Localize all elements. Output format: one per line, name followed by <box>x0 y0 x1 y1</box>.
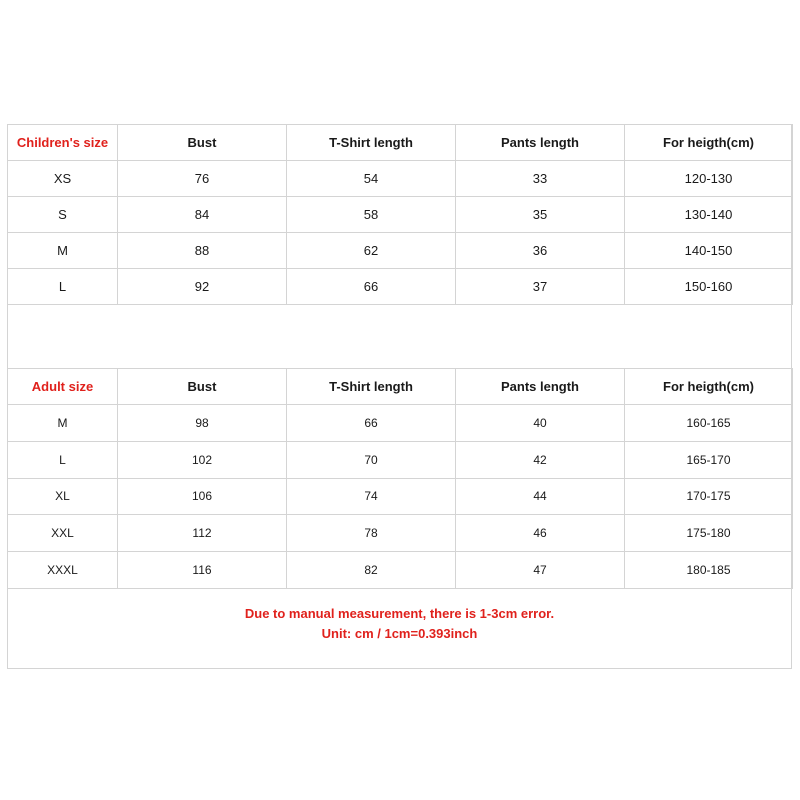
pants-length-cell: 42 <box>456 441 625 478</box>
size-cell: XXXL <box>8 552 118 589</box>
height-cell: 175-180 <box>625 515 793 552</box>
table-header-row <box>8 125 793 161</box>
bust-cell: 106 <box>118 478 287 515</box>
pants-length-cell: 35 <box>456 197 625 233</box>
size-cell: M <box>8 233 118 269</box>
table-row <box>8 441 793 478</box>
unit-conversion-note: Unit: cm / 1cm=0.393inch <box>321 626 478 641</box>
bust-header: Bust <box>118 125 287 161</box>
size-cell: XXL <box>8 515 118 552</box>
height-cell: 165-170 <box>625 441 793 478</box>
pants-length-cell: 46 <box>456 515 625 552</box>
tshirt-length-cell: 70 <box>287 441 456 478</box>
size-cell: XL <box>8 478 118 515</box>
height-header: For heigth(cm) <box>625 369 793 405</box>
height-cell: 160-165 <box>625 405 793 442</box>
table-row <box>8 552 793 589</box>
bust-cell: 116 <box>118 552 287 589</box>
height-cell: 120-130 <box>625 161 793 197</box>
bust-cell: 76 <box>118 161 287 197</box>
table-row <box>8 233 793 269</box>
tshirt-length-header: T-Shirt length <box>287 369 456 405</box>
table-row <box>8 515 793 552</box>
pants-length-header: Pants length <box>456 125 625 161</box>
table-row <box>8 197 793 233</box>
bust-cell: 92 <box>118 269 287 305</box>
tshirt-length-cell: 66 <box>287 269 456 305</box>
pants-length-cell: 37 <box>456 269 625 305</box>
tshirt-length-cell: 66 <box>287 405 456 442</box>
pants-length-cell: 33 <box>456 161 625 197</box>
measurement-note <box>7 604 792 644</box>
table-row <box>8 478 793 515</box>
size-cell: L <box>8 269 118 305</box>
size-cell: M <box>8 405 118 442</box>
tshirt-length-cell: 58 <box>287 197 456 233</box>
bust-cell: 98 <box>118 405 287 442</box>
children-size-table <box>7 124 793 305</box>
height-cell: 170-175 <box>625 478 793 515</box>
children-size-header: Children's size <box>8 125 118 161</box>
tshirt-length-cell: 82 <box>287 552 456 589</box>
height-cell: 140-150 <box>625 233 793 269</box>
height-cell: 130-140 <box>625 197 793 233</box>
height-cell: 150-160 <box>625 269 793 305</box>
bust-cell: 102 <box>118 441 287 478</box>
bust-cell: 88 <box>118 233 287 269</box>
pants-length-cell: 44 <box>456 478 625 515</box>
tshirt-length-cell: 62 <box>287 233 456 269</box>
bust-header: Bust <box>118 369 287 405</box>
size-cell: XS <box>8 161 118 197</box>
pants-length-header: Pants length <box>456 369 625 405</box>
tshirt-length-cell: 78 <box>287 515 456 552</box>
table-row <box>8 269 793 305</box>
bust-cell: 112 <box>118 515 287 552</box>
size-cell: S <box>8 197 118 233</box>
measurement-error-note: Due to manual measurement, there is 1-3cm error. <box>244 606 555 621</box>
pants-length-cell: 36 <box>456 233 625 269</box>
pants-length-cell: 47 <box>456 552 625 589</box>
adult-size-table <box>7 368 793 589</box>
table-header-row <box>8 369 793 405</box>
tshirt-length-cell: 54 <box>287 161 456 197</box>
pants-length-cell: 40 <box>456 405 625 442</box>
tshirt-length-cell: 74 <box>287 478 456 515</box>
adult-size-header: Adult size <box>8 369 118 405</box>
table-row <box>8 161 793 197</box>
height-header: For heigth(cm) <box>625 125 793 161</box>
height-cell: 180-185 <box>625 552 793 589</box>
tshirt-length-header: T-Shirt length <box>287 125 456 161</box>
size-cell: L <box>8 441 118 478</box>
bust-cell: 84 <box>118 197 287 233</box>
table-row <box>8 405 793 442</box>
